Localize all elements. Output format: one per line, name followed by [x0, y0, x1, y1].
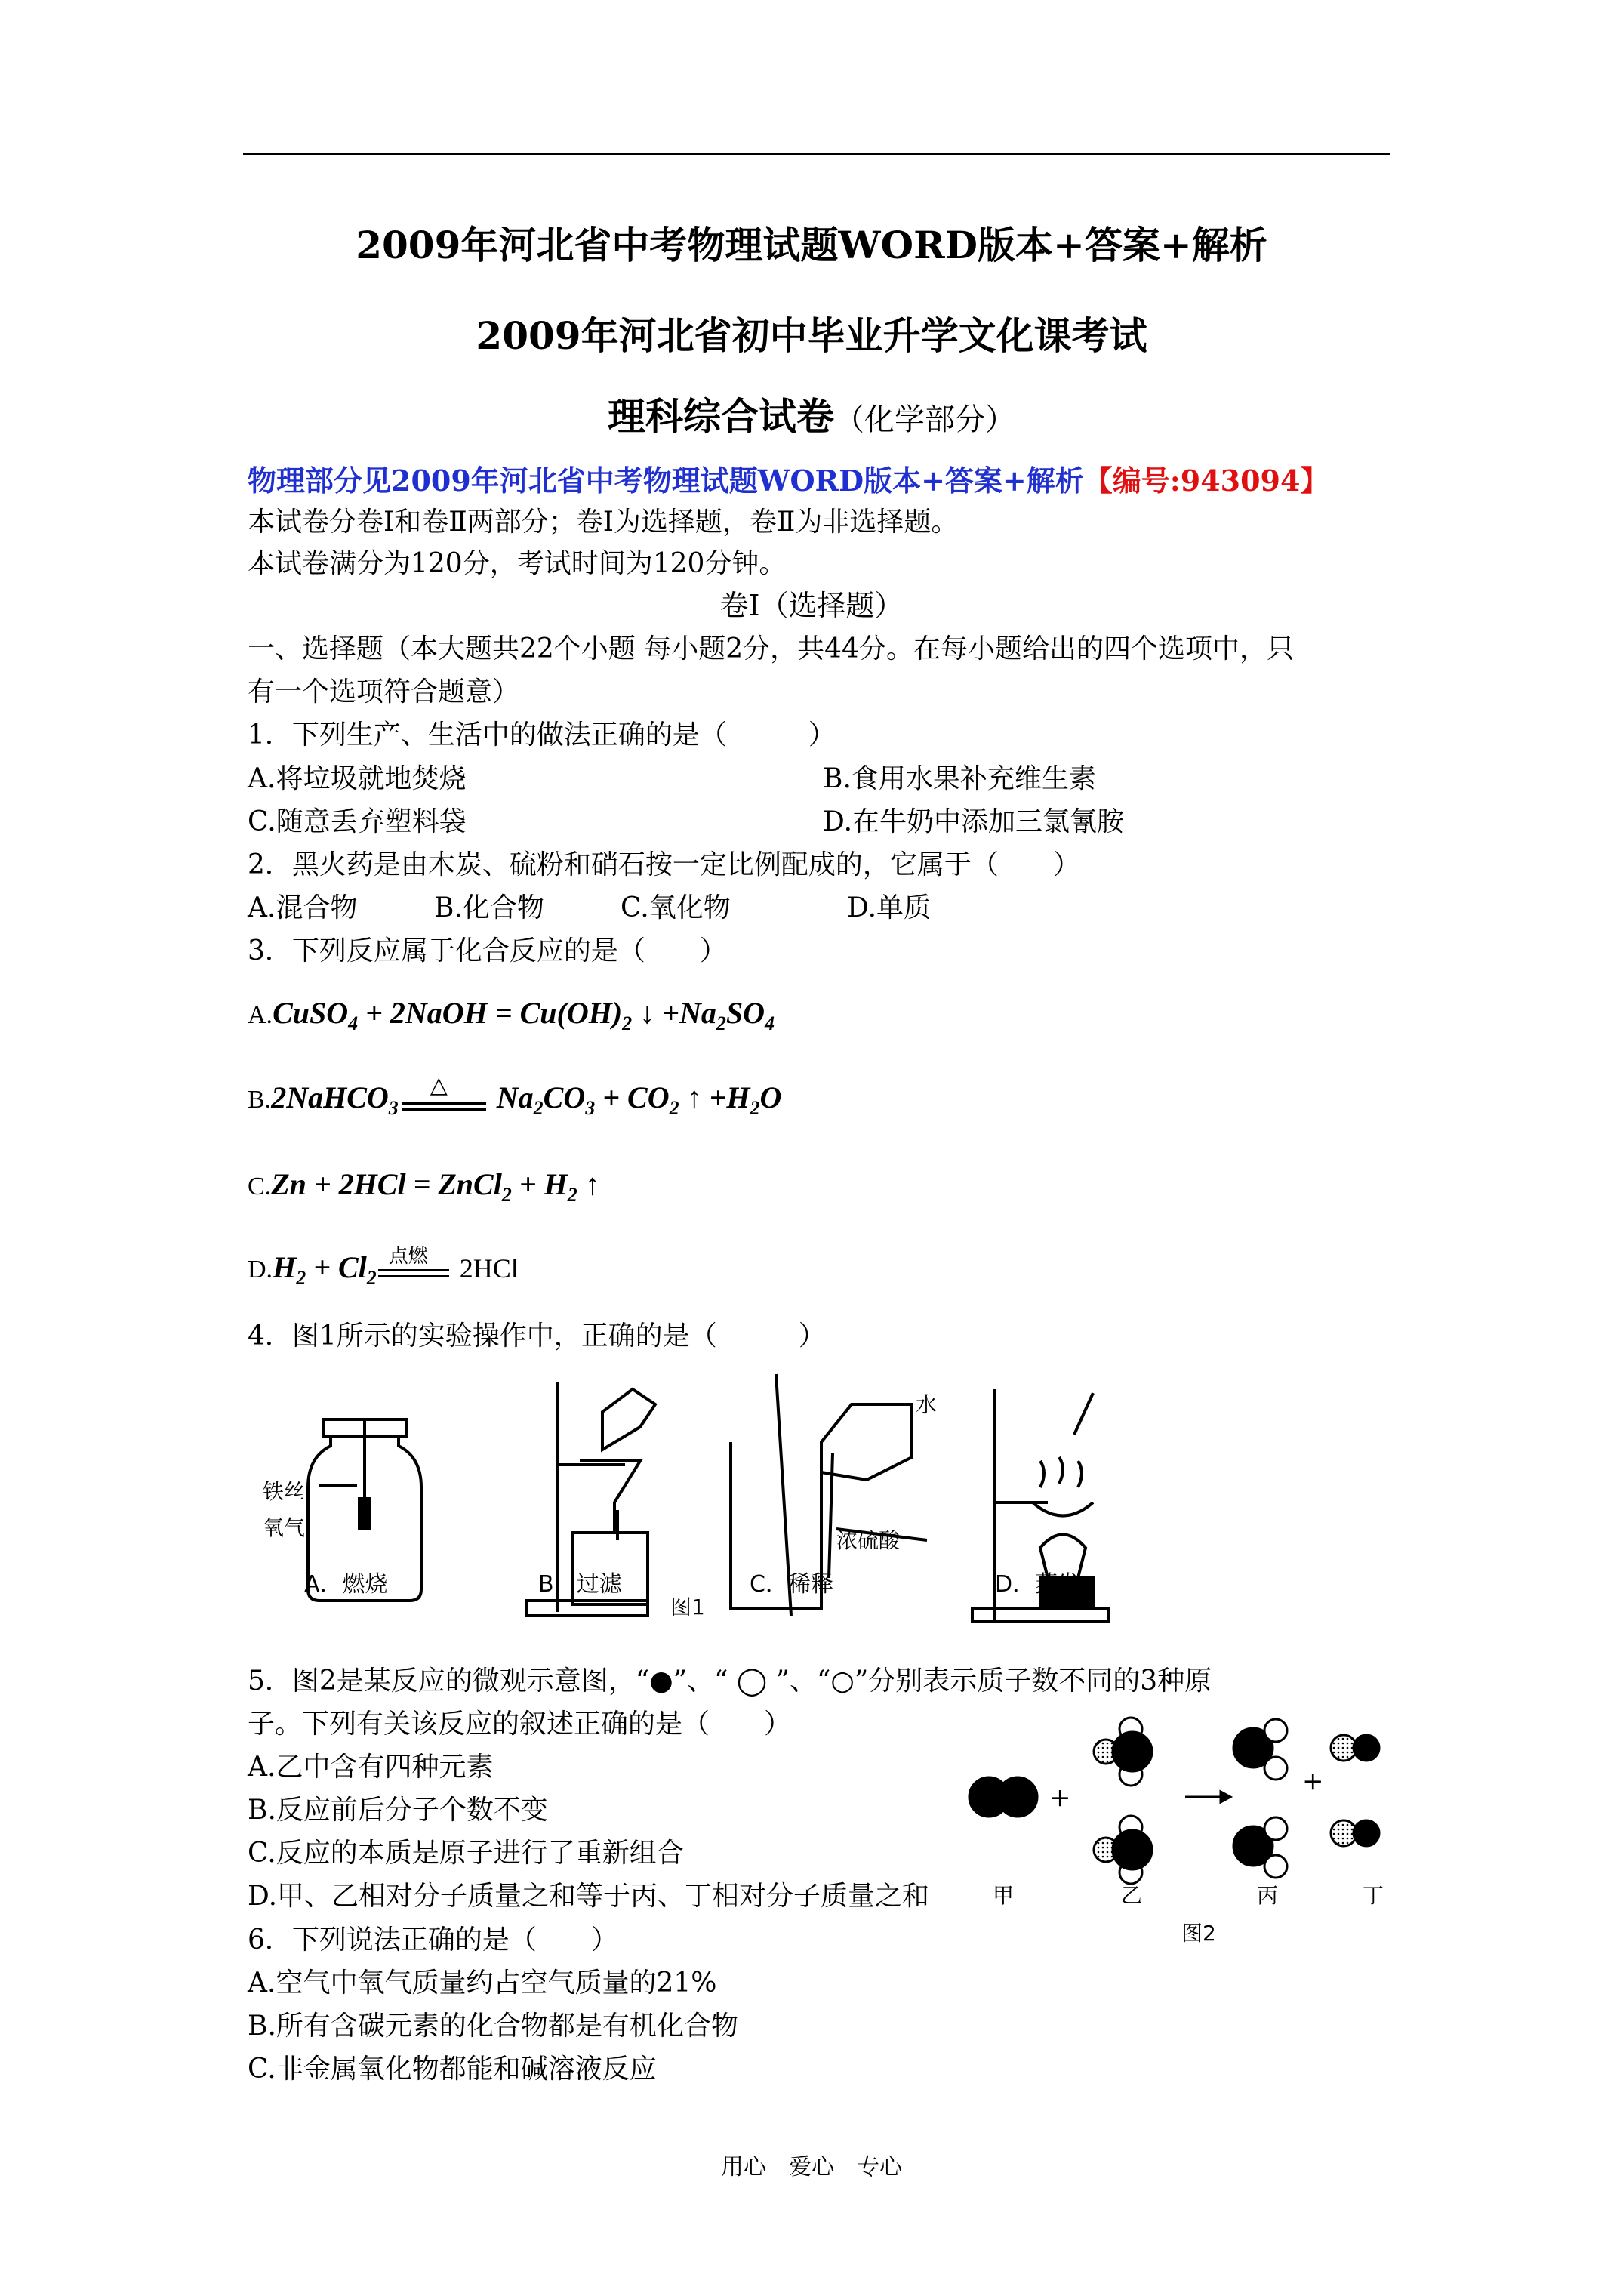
caption-d: D．蒸发: [995, 1571, 1081, 1598]
molecule-ding-bottom: [1331, 1820, 1379, 1846]
q2-option-d: D.单质: [847, 892, 932, 923]
label-jia: 甲: [993, 1883, 1015, 1908]
label-oxygen: 氧气: [263, 1515, 306, 1540]
section-intro-2: 有一个选项符合题意）: [248, 676, 520, 707]
plus-2: +: [1302, 1766, 1324, 1796]
q3-option-a: A.CuSO$_4$ + 2NaOH = $Cu(OH)_2$ ↓ $+Na_2SO_4$: [248, 996, 775, 1034]
label-iron-wire: 铁丝: [263, 1479, 306, 1504]
heat-arrow: △: [399, 1086, 489, 1116]
figure-1-label: 图1: [670, 1595, 705, 1620]
q5-stem-1: 5．图2是某反应的微观示意图，“●”、“ ◯ ”、“○”分别表示质子数不同的3种原: [248, 1666, 1212, 1697]
page-footer: 用心 爱心 专心: [721, 2154, 902, 2180]
molecule-yi-top: [1094, 1718, 1152, 1786]
title-line-3: [0, 387, 1623, 441]
q3-option-d: $D.H_2 + Cl_2$ 点燃 2HCl: [248, 1244, 519, 1289]
notice-blue-link[interactable]: 物理部分见2009年河北省中考物理试题WORD版本+答案+解析: [248, 464, 1084, 498]
q1-stem: 1．下列生产、生活中的做法正确的是（ ）: [248, 720, 836, 750]
q5-option-b: B.反应前后分子个数不变: [248, 1795, 548, 1826]
title-main: 理科综合试卷: [608, 394, 834, 439]
header-rule: [243, 153, 1390, 155]
molecule-jia: [969, 1777, 1037, 1817]
q6-stem: 6．下列说法正确的是（ ）: [248, 1925, 618, 1955]
label-yi: 乙: [1121, 1883, 1143, 1908]
title-sub: （化学部分）: [834, 402, 1015, 437]
title-line-1: 2009年河北省中考物理试题WORD版本+答案+解析: [356, 223, 1267, 267]
figure-2-diagram: [951, 1714, 1404, 1948]
caption-b: B．过滤: [538, 1571, 622, 1598]
q2-option-b: B.化合物: [434, 892, 544, 923]
q5-option-a: A.乙中含有四种元素: [248, 1752, 494, 1783]
q5-option-d: D.甲、乙相对分子质量之和等于丙、丁相对分子质量之和: [248, 1881, 930, 1912]
label-bing: 丙: [1257, 1883, 1279, 1908]
label-conc-acid: 浓硫酸: [836, 1528, 901, 1553]
q2-option-a: A.混合物: [248, 892, 358, 923]
molecule-yi-bottom: [1094, 1816, 1152, 1884]
notice-line-2: 本试卷满分为120分，考试时间为120分钟。: [248, 548, 787, 579]
label-ding: 丁: [1363, 1883, 1384, 1908]
figure-1-diagram: [248, 1359, 1153, 1646]
q1-option-d: D.在牛奶中添加三氯氰胺: [823, 806, 1125, 837]
plus-1: +: [1049, 1783, 1071, 1813]
q1-option-c: C.随意丢弃塑料袋: [248, 806, 467, 837]
q4-stem: 4．图1所示的实验操作中，正确的是（ ）: [248, 1321, 826, 1351]
q3-stem: 3．下列反应属于化合反应的是（ ）: [248, 935, 727, 966]
q5-stem-2: 子。下列有关该反应的叙述正确的是（ ）: [248, 1709, 792, 1740]
q1-option-a: A.将垃圾就地焚烧: [248, 763, 467, 794]
molecule-bing-bottom: [1233, 1817, 1287, 1878]
caption-a: A．燃烧: [304, 1571, 388, 1598]
notice-line: [248, 458, 1329, 499]
label-water: 水: [916, 1392, 938, 1417]
section-intro-1: 一、选择题（本大题共22个小题 每小题2分，共44分。在每小题给出的四个选项中，只: [248, 633, 1294, 664]
molecule-bing-top: [1233, 1719, 1287, 1780]
q2-option-c: C.氧化物: [621, 892, 731, 923]
molecule-ding-top: [1331, 1735, 1379, 1761]
q5-option-c: C.反应的本质是原子进行了重新组合: [248, 1838, 684, 1869]
q3-option-c: C.Zn + 2HCl = ZnCl$_2$ + $H_2$ ↑: [248, 1167, 600, 1206]
q6-option-c: C.非金属氧化物都能和碱溶液反应: [248, 2054, 657, 2085]
q6-option-a: A.空气中氧气质量约占空气质量的21%: [248, 1968, 717, 1999]
notice-line-1: 本试卷分卷Ⅰ和卷Ⅱ两部分；卷Ⅰ为选择题，卷Ⅱ为非选择题。: [248, 507, 959, 538]
section-heading: 卷Ⅰ（选择题）: [719, 589, 904, 622]
q1-option-b: B.食用水果补充维生素: [823, 763, 1096, 794]
ignite-arrow: 点燃: [377, 1256, 452, 1286]
notice-red-code: 【编号:943094】: [1083, 464, 1329, 498]
q6-option-b: B.所有含碳元素的化合物都是有机化合物: [248, 2011, 738, 2042]
figure-2-label: 图2: [1181, 1921, 1216, 1946]
reaction-arrowhead: [1221, 1792, 1230, 1802]
q2-stem: 2．黑火药是由木炭、硫粉和硝石按一定比例配成的，它属于（ ）: [248, 849, 1080, 880]
caption-c: C．稀释: [750, 1571, 833, 1598]
q3-option-b: B.2NaHCO$_3$ △ $Na_2CO_3 + CO_2$ ↑ $+H_2O$: [248, 1072, 782, 1119]
title-line-2: 2009年河北省初中毕业升学文化课考试: [476, 313, 1147, 358]
